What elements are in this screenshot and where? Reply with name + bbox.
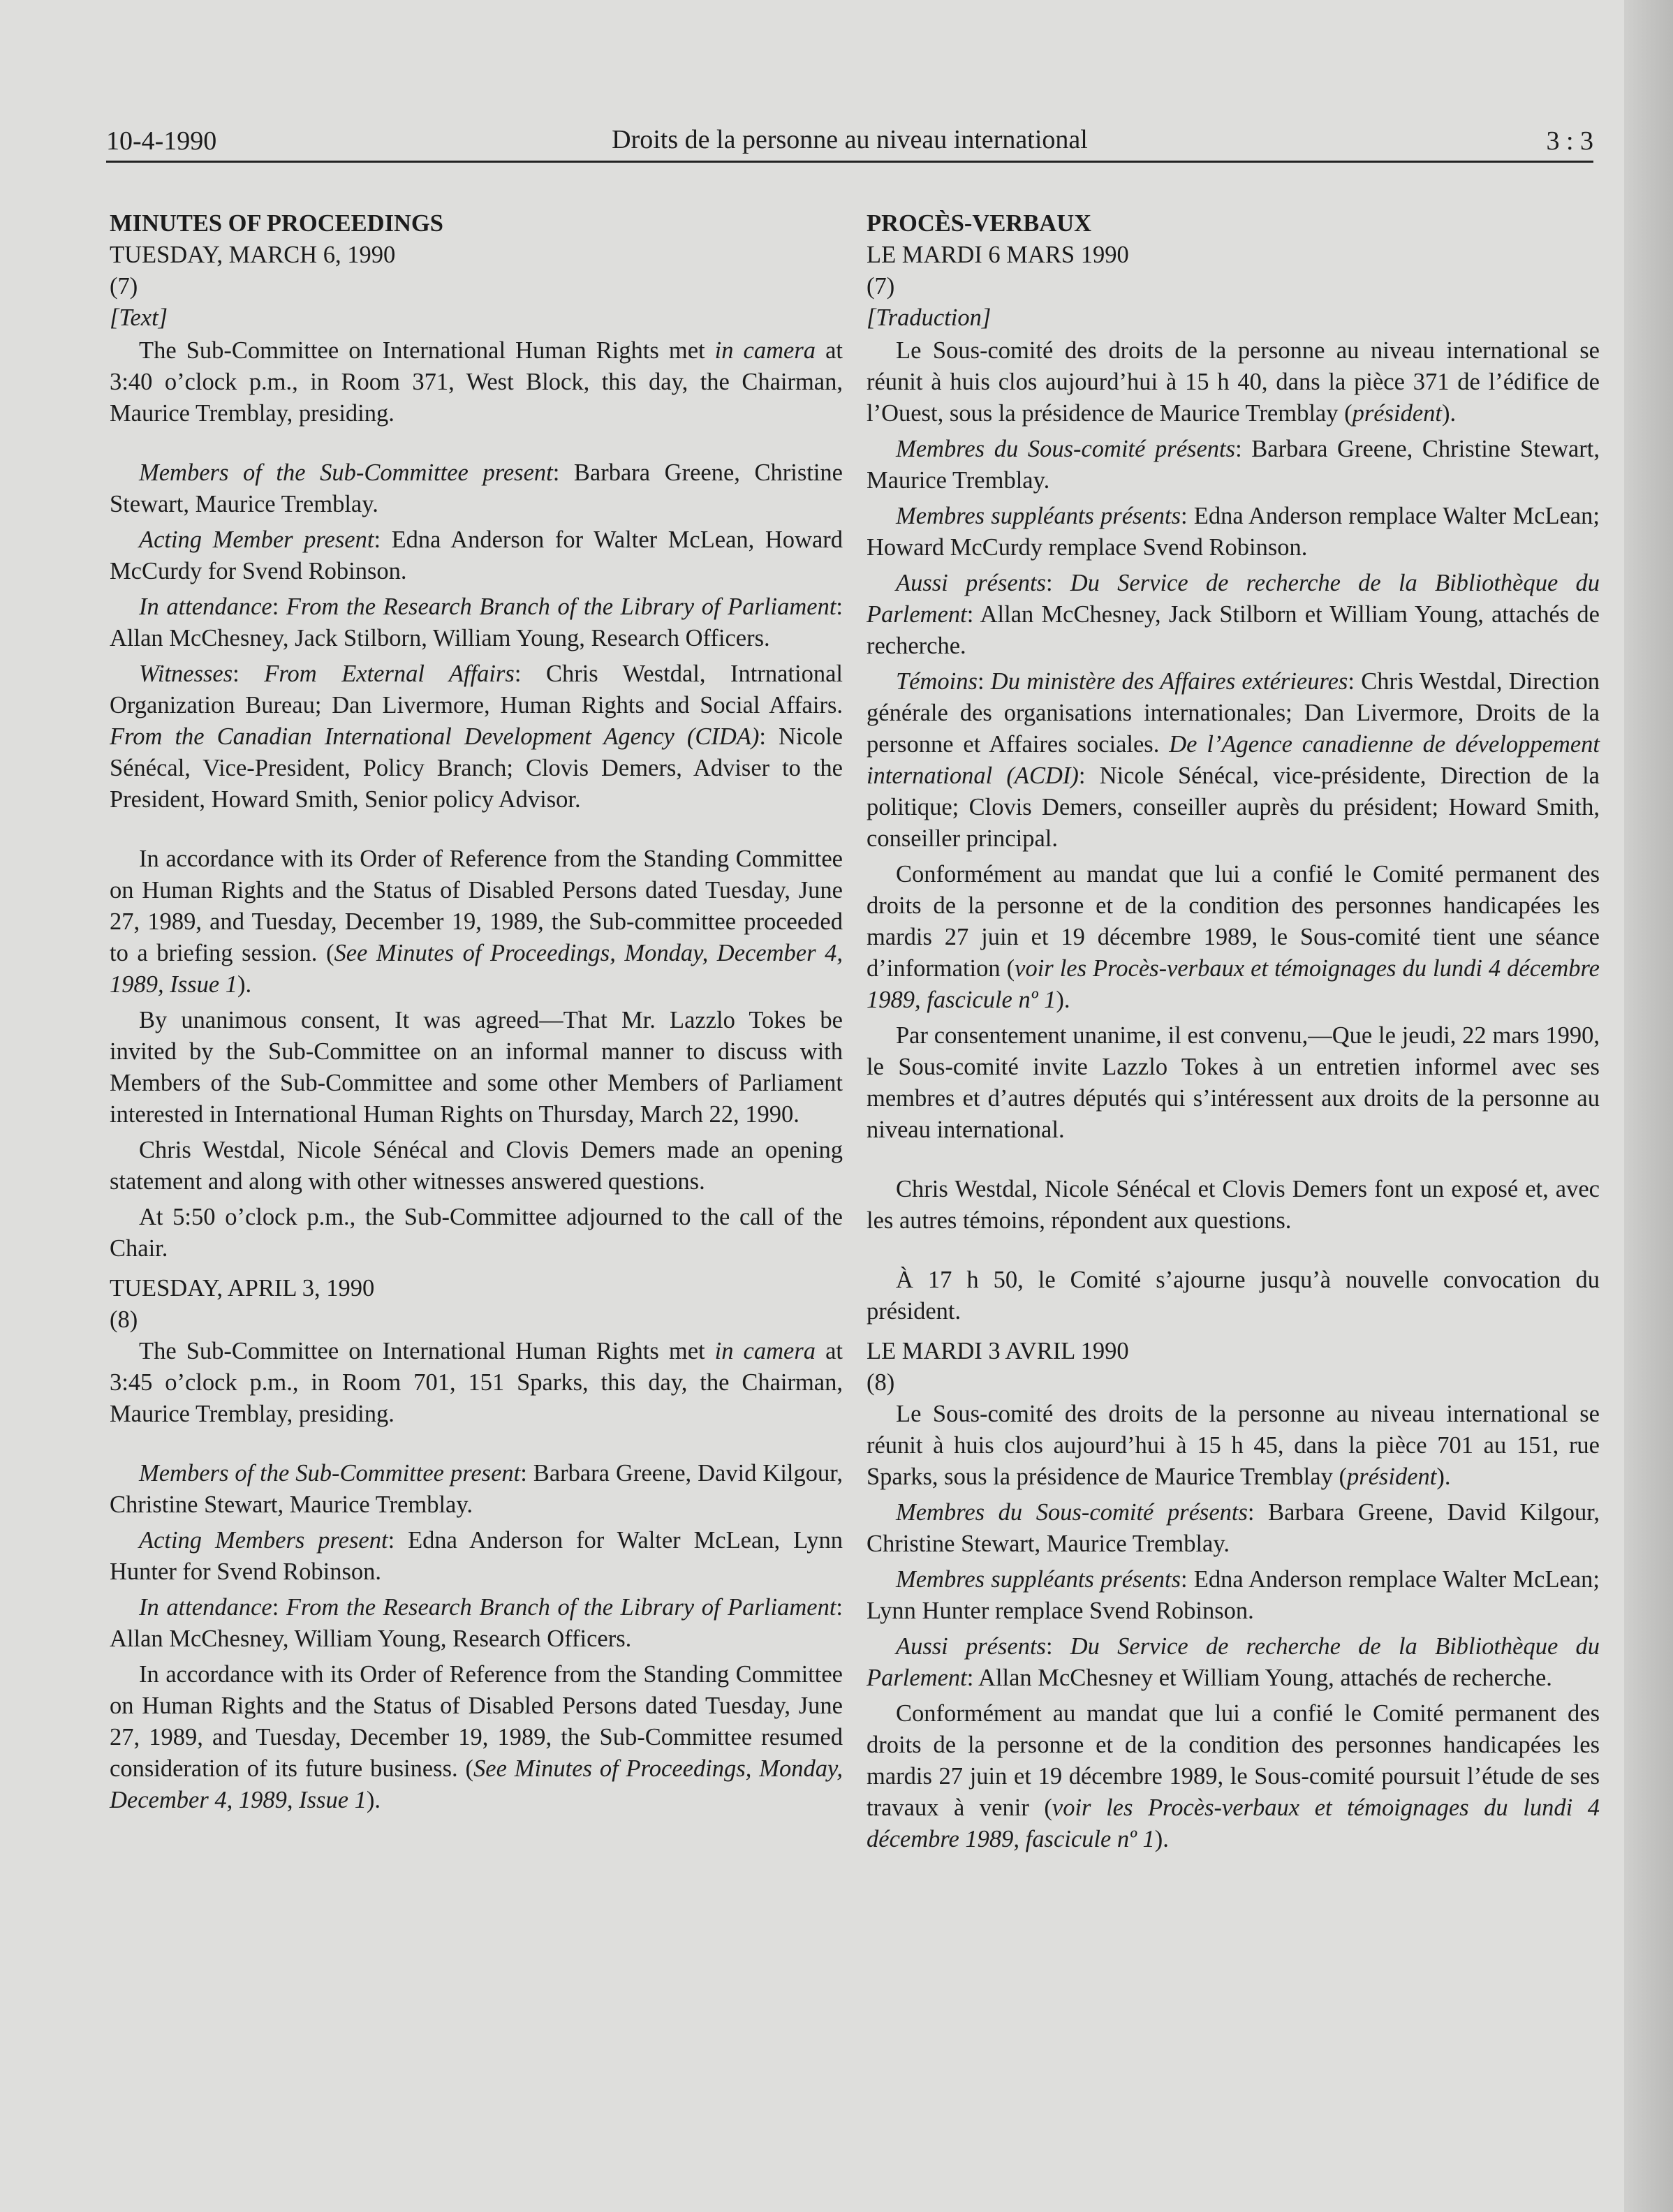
meeting-opening: The Sub-Committee on International Human Rights met in camera at 3:40 o’clock p.m., in Room 371, West Block, this day, the Chairman, Maurice Tremblay, presiding. <box>110 337 843 427</box>
meeting-number: (7) <box>867 273 895 300</box>
french-column <box>867 208 1600 1859</box>
meeting-date: LE MARDI 6 MARS 1990 <box>867 242 1129 268</box>
witnesses: Witnesses: From External Affairs: Chris Westdal, Intrnational Organization Bureau; Dan Livermore, Human Rights and Social Affairs. From the Canadian International Development Agency (CIDA): Nicole Sénécal, Vice-President, Policy Branch; Clovis Demers, Adviser to the President, Howard Smith, Senior policy Advisor. <box>110 661 843 813</box>
section-heading: PROCÈS-VERBAUX <box>867 210 1092 237</box>
meeting-number: (8) <box>110 1306 138 1333</box>
order-of-reference: Conformément au mandat que lui a confié le Comité permanent des droits de la personne et de la condition des personnes handicapées les mardis 27 juin et 19 décembre 1989, le Sous-comité poursuit l’étude de ses travaux à venir (voir les Procès-verbaux et témoignages du lundi 4 décembre 1989, fascicule nº 1). <box>867 1700 1600 1852</box>
meeting-date: TUESDAY, MARCH 6, 1990 <box>110 242 396 268</box>
header-page-number: 3 : 3 <box>1546 126 1593 156</box>
meeting-date: LE MARDI 3 AVRIL 1990 <box>867 1338 1129 1364</box>
language-tag: [Traduction] <box>867 304 992 331</box>
in-attendance: Aussi présents: Du Service de recherche de la Bibliothèque du Parlement: Allan McChesney, Jack Stilborn et William Young, attachés de recherche. <box>867 570 1600 659</box>
acting-members: Membres suppléants présents: Edna Anderson remplace Walter McLean; Howard McCurdy remplace Svend Robinson. <box>867 503 1600 561</box>
order-of-reference: In accordance with its Order of Reference from the Standing Committee on Human Rights and the Status of Disabled Persons dated Tuesday, June 27, 1989, and Tuesday, December 19, 1989, the Sub-committee proceeded to a briefing session. (See Minutes of Proceedings, Monday, December 4, 1989, Issue 1). <box>110 846 843 998</box>
members-present: Membres du Sous-comité présents: Barbara Greene, David Kilgour, Christine Stewart, Maurice Tremblay. <box>867 1499 1600 1557</box>
motion-agreed: By unanimous consent, It was agreed—That Mr. Lazzlo Tokes be invited by the Sub-Committee on an informal manner to discuss with Members of the Sub-Committee and some other Members of Parliament interested in International Human Rights on Thursday, March 22, 1990. <box>110 1007 843 1128</box>
acting-members: Acting Members present: Edna Anderson for Walter McLean, Lynn Hunter for Svend Robinson. <box>110 1527 843 1585</box>
members-present: Membres du Sous-comité présents: Barbara Greene, Christine Stewart, Maurice Tremblay. <box>867 436 1600 494</box>
opening-statement: Chris Westdal, Nicole Sénécal and Clovis Demers made an opening statement and along with other witnesses answered questions. <box>110 1137 843 1195</box>
language-tag: [Text] <box>110 304 168 331</box>
motion-agreed: Par consentement unanime, il est convenu,—Que le jeudi, 22 mars 1990, le Sous-comité invite Lazzlo Tokes à un entretien informel avec ses membres et d’autres députés qui s’intéressent aux droits de la personne au niveau international. <box>867 1022 1600 1143</box>
header-date: 10-4-1990 <box>106 126 217 156</box>
in-attendance: In attendance: From the Research Branch of the Library of Parliament: Allan McChesney, Jack Stilborn, William Young, Research Officers. <box>110 593 843 651</box>
acting-members: Acting Member present: Edna Anderson for Walter McLean, Howard McCurdy for Svend Robinson. <box>110 526 843 584</box>
order-of-reference: Conformément au mandat que lui a confié le Comité permanent des droits de la personne et de la condition des personnes handicapées les mardis 27 juin et 19 décembre 1989, le Sous-comité tient une séance d’information (voir les Procès-verbaux et témoignages du lundi 4 décembre 1989, fascicule nº 1). <box>867 861 1600 1013</box>
adjournment: À 17 h 50, le Comité s’ajourne jusqu’à nouvelle convocation du président. <box>867 1267 1600 1325</box>
section-heading: MINUTES OF PROCEEDINGS <box>110 210 443 237</box>
members-present: Members of the Sub-Committee present: Barbara Greene, Christine Stewart, Maurice Tremblay. <box>110 459 843 517</box>
meeting-opening: Le Sous-comité des droits de la personne au niveau international se réunit à huis clos aujourd’hui à 15 h 45, dans la pièce 701 au 151, rue Sparks, sous la présidence de Maurice Tremblay (président). <box>867 1401 1600 1490</box>
in-attendance: Aussi présents: Du Service de recherche de la Bibliothèque du Parlement: Allan McChesney et William Young, attachés de recherche. <box>867 1633 1600 1691</box>
meeting-opening: The Sub-Committee on International Human Rights met in camera at 3:45 o’clock p.m., in Room 701, 151 Sparks, this day, the Chairman, Maurice Tremblay, presiding. <box>110 1338 843 1427</box>
meeting-number: (8) <box>867 1369 895 1396</box>
page-edge <box>1624 0 1673 2212</box>
meeting-number: (7) <box>110 273 138 300</box>
acting-members: Membres suppléants présents: Edna Anderson remplace Walter McLean; Lynn Hunter remplace Svend Robinson. <box>867 1566 1600 1624</box>
in-attendance: In attendance: From the Research Branch of the Library of Parliament: Allan McChesney, William Young, Research Officers. <box>110 1594 843 1652</box>
running-header <box>106 117 1593 163</box>
witnesses: Témoins: Du ministère des Affaires extérieures: Chris Westdal, Direction générale des organisations internationales; Dan Livermore, Droits de la personne et Affaires sociales. De l’Agence canadienne de développement international (ACDI): Nicole Sénécal, vice-présidente, Direction de la politique; Clovis Demers, conseiller auprès du président; Howard Smith, conseiller principal. <box>867 668 1600 852</box>
meeting-opening: Le Sous-comité des droits de la personne au niveau international se réunit à huis clos aujourd’hui à 15 h 40, dans la pièce 371 de l’édifice de l’Ouest, sous la présidence de Maurice Tremblay (président). <box>867 337 1600 427</box>
meeting-date: TUESDAY, APRIL 3, 1990 <box>110 1275 375 1302</box>
adjournment: At 5:50 o’clock p.m., the Sub-Committee adjourned to the call of the Chair. <box>110 1204 843 1262</box>
header-title: Droits de la personne au niveau international <box>612 125 1088 154</box>
order-of-reference: In accordance with its Order of Reference from the Standing Committee on Human Rights and the Status of Disabled Persons dated Tuesday, June 27, 1989, and Tuesday, December 19, 1989, the Sub-Committee resumed consideration of its future business. (See Minutes of Proceedings, Monday, December 4, 1989, Issue 1). <box>110 1661 843 1813</box>
opening-statement: Chris Westdal, Nicole Sénécal et Clovis Demers font un exposé et, avec les autres témoins, répondent aux questions. <box>867 1176 1600 1234</box>
english-column <box>110 208 843 1820</box>
members-present: Members of the Sub-Committee present: Barbara Greene, David Kilgour, Christine Stewart, Maurice Tremblay. <box>110 1460 843 1518</box>
